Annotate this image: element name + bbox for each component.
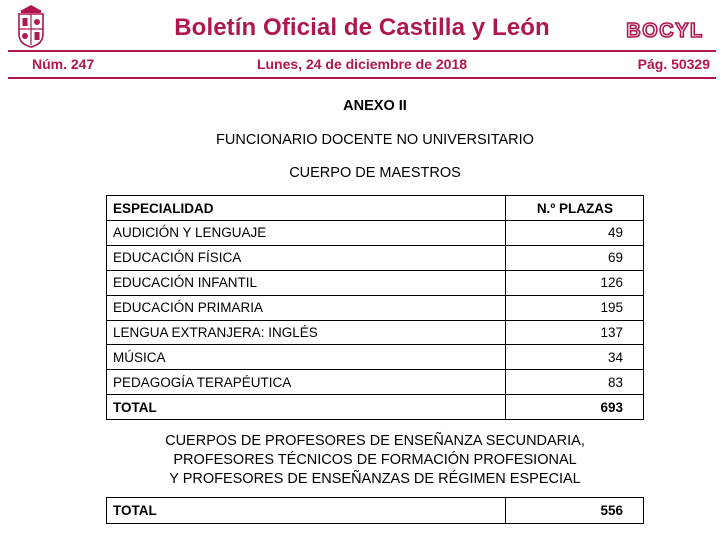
issue-number: Núm. 247 [32, 56, 95, 72]
corps-title: CUERPO DE MAESTROS [289, 165, 461, 181]
secondary-corps-title [0, 432, 724, 489]
positions-cell: 83 [506, 370, 644, 395]
column-header-specialty: ESPECIALIDAD [107, 196, 506, 221]
positions-table [106, 195, 644, 420]
issue-date: Lunes, 24 de diciembre de 2018 [256, 56, 468, 72]
specialty-cell: LENGUA EXTRANJERA: INGLÉS [107, 320, 506, 345]
specialty-cell: EDUCACIÓN FÍSICA [107, 245, 506, 270]
column-header-positions: N.º PLAZAS [506, 196, 644, 221]
table-row [107, 245, 644, 270]
table-row [107, 345, 644, 370]
page-number: Pág. 50329 [637, 56, 710, 72]
bulletin-header [0, 0, 724, 78]
specialty-cell: EDUCACIÓN INFANTIL [107, 270, 506, 295]
total-row [107, 498, 644, 524]
svg-text:BOCYL: BOCYL [626, 20, 704, 42]
secondary-corps-line: CUERPOS DE PROFESORES DE ENSEÑANZA SECUNDARIA, [165, 433, 585, 449]
positions-cell: 49 [506, 221, 644, 246]
positions-cell: 69 [506, 245, 644, 270]
table-row [107, 221, 644, 246]
specialty-cell: EDUCACIÓN PRIMARIA [107, 295, 506, 320]
secondary-corps-line: Y PROFESORES DE ENSEÑANZAS DE RÉGIMEN ESPECIAL [169, 471, 581, 487]
secondary-corps-line: PROFESORES TÉCNICOS DE FORMACIÓN PROFESIONAL [173, 452, 577, 468]
annex-title: ANEXO II [343, 98, 407, 114]
header-rule-bottom [8, 77, 716, 79]
specialty-cell: PEDAGOGÍA TERAPÉUTICA [107, 370, 506, 395]
table-row [107, 320, 644, 345]
positions-cell: 195 [506, 295, 644, 320]
header-rule-top [8, 50, 716, 52]
positions-cell: 34 [506, 345, 644, 370]
specialty-cell: AUDICIÓN Y LENGUAJE [107, 221, 506, 246]
specialty-cell: MÚSICA [107, 345, 506, 370]
total-label: TOTAL [107, 498, 506, 524]
positions-cell: 126 [506, 270, 644, 295]
bocyl-logo [618, 18, 712, 42]
table-row [107, 370, 644, 395]
secondary-total-table [106, 497, 644, 524]
total-row [107, 395, 644, 420]
table-row [107, 295, 644, 320]
total-label: TOTAL [107, 395, 506, 420]
positions-cell: 137 [506, 320, 644, 345]
table-row [107, 270, 644, 295]
total-value: 556 [506, 498, 644, 524]
total-value: 693 [506, 395, 644, 420]
bulletin-title: Boletín Oficial de Castilla y León [174, 14, 550, 41]
table-header-row [107, 196, 644, 221]
section-subtitle: FUNCIONARIO DOCENTE NO UNIVERSITARIO [216, 132, 534, 148]
